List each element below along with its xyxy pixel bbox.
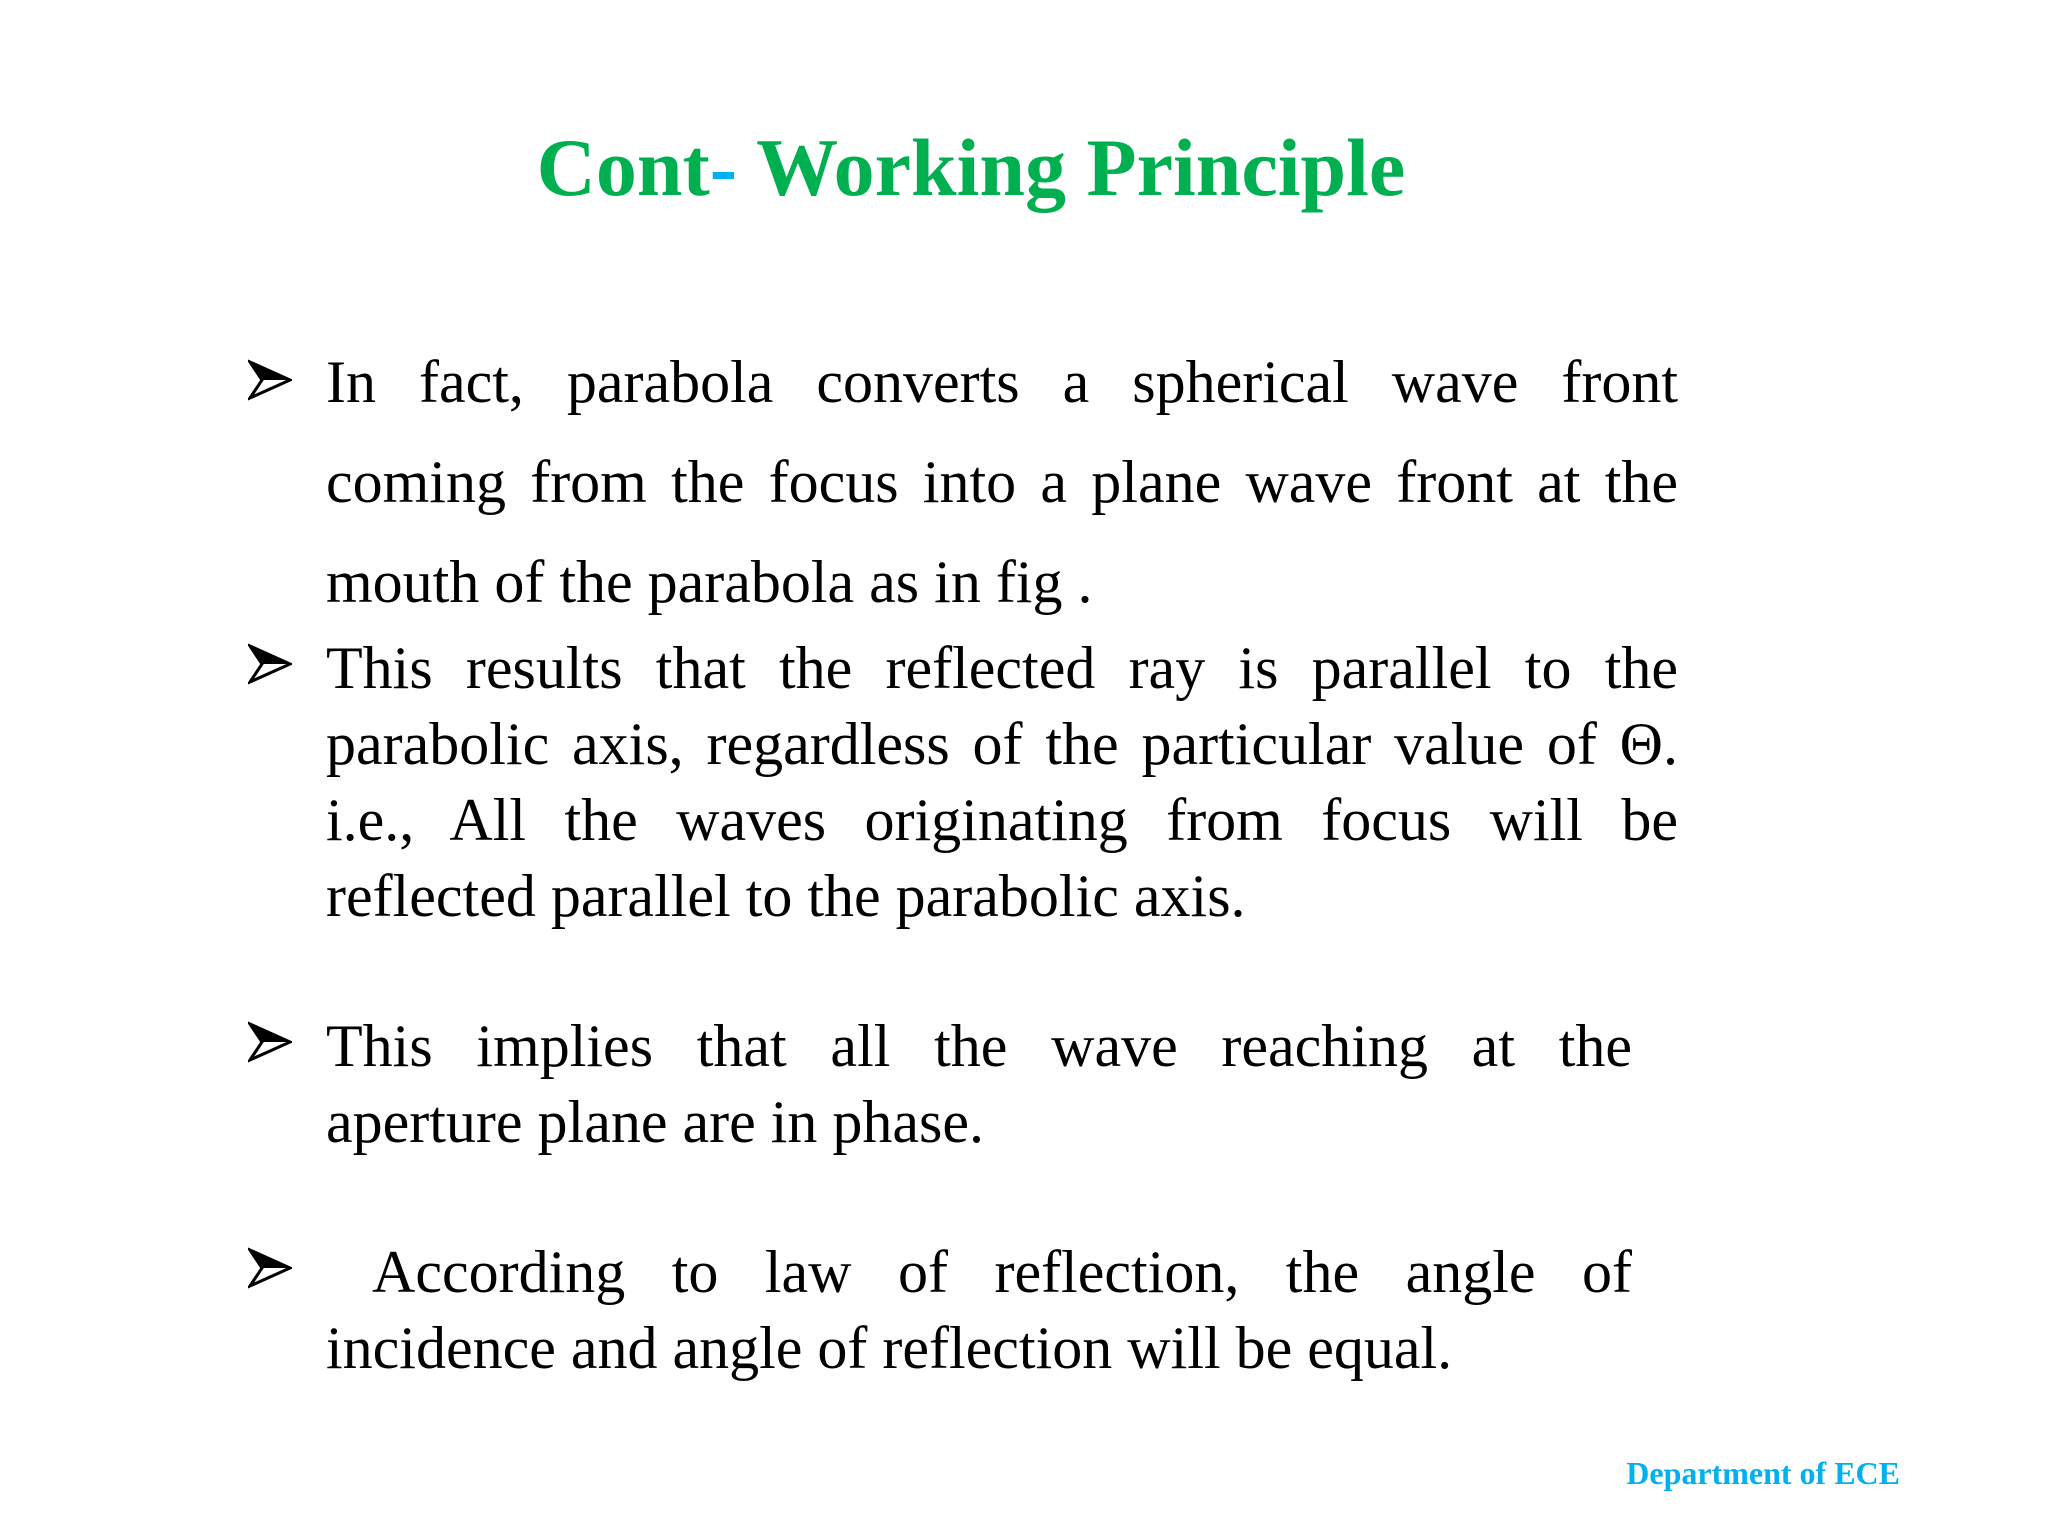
bullet-text [326, 332, 1678, 632]
bullet-line: incidence and angle of reflection will be equal. [326, 1315, 1453, 1381]
arrowhead-bullet-icon [248, 1246, 292, 1290]
arrowhead-bullet-icon [248, 642, 292, 686]
bullet-text [326, 1008, 1632, 1160]
bullet-line: In fact, parabola converts a spherical wave front [326, 349, 1678, 415]
bullet-line: mouth of the parabola as in fig . [326, 549, 1093, 615]
bullet-text [326, 630, 1678, 934]
bullet-line: parabolic axis, regardless of the particular value of Θ. [326, 711, 1678, 777]
bullet-line: This results that the reflected ray is parallel to the [326, 635, 1678, 701]
bullet-line: reflected parallel to the parabolic axis. [326, 863, 1246, 929]
bullet-line: According to law of reflection, the angle of [372, 1239, 1632, 1305]
bullet-line: coming from the focus into a plane wave front at the [326, 449, 1678, 515]
title-dash: - [709, 122, 738, 213]
footer-department: Department of ECE [1626, 1455, 1900, 1491]
bullet-line: i.e., All the waves originating from focus will be [326, 787, 1678, 853]
bullet-text [326, 1234, 1632, 1386]
arrowhead-bullet-icon [248, 1020, 292, 1064]
title-part-cont: Cont [536, 122, 710, 213]
bullet-line: This implies that all the wave reaching at the [326, 1013, 1632, 1079]
bullet-line: aperture plane are in phase. [326, 1089, 984, 1155]
title-part-working-principle: Working Principle [737, 122, 1406, 213]
arrowhead-bullet-icon [248, 358, 292, 402]
